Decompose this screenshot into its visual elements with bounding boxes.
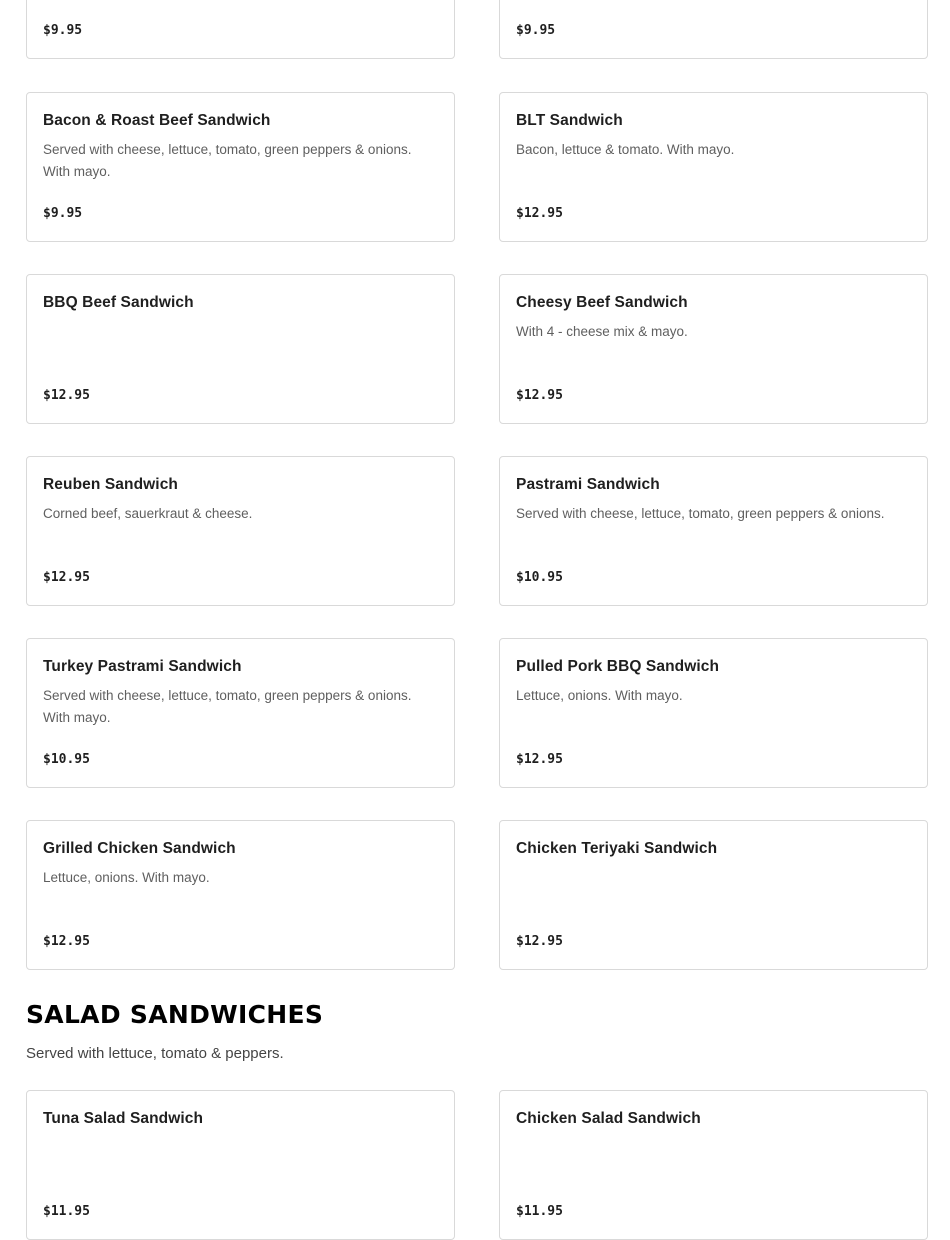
item-name: Tuna Salad Sandwich <box>43 1110 204 1127</box>
menu-item-card[interactable] <box>499 274 928 424</box>
menu-item-card[interactable] <box>499 638 928 788</box>
item-description: Served with cheese, lettuce, tomato, green peppers & onions. <box>516 506 885 521</box>
item-description: Lettuce, onions. With mayo. <box>43 870 210 885</box>
menu-item-card[interactable] <box>26 820 455 970</box>
item-price: $11.95 <box>43 1204 90 1219</box>
item-price: $12.95 <box>43 570 90 585</box>
item-name: Grilled Chicken Sandwich <box>43 840 236 857</box>
item-name: Chicken Salad Sandwich <box>516 1110 701 1127</box>
item-name: Pulled Pork BBQ Sandwich <box>516 658 720 675</box>
item-description: Corned beef, sauerkraut & cheese. <box>43 506 253 521</box>
item-price: $12.95 <box>516 388 563 403</box>
item-price: $12.95 <box>516 752 563 767</box>
menu-item-card[interactable] <box>499 92 928 242</box>
item-description: Served with cheese, lettuce, tomato, green peppers & onions. With mayo. <box>43 688 412 725</box>
item-price: $9.95 <box>43 206 83 221</box>
item-price: $10.95 <box>516 570 563 585</box>
item-name: Bacon & Roast Beef Sandwich <box>43 112 271 129</box>
menu-item-card[interactable] <box>26 638 455 788</box>
item-description: With 4 - cheese mix & mayo. <box>516 324 688 339</box>
section-title: SALAD SANDWICHES <box>26 1000 324 1029</box>
item-description: Bacon, lettuce & tomato. With mayo. <box>516 142 735 157</box>
menu-item-card[interactable] <box>26 92 455 242</box>
item-price: $9.95 <box>516 23 556 38</box>
item-price: $11.95 <box>516 1204 563 1219</box>
item-price: $10.95 <box>43 752 90 767</box>
menu-item-card[interactable] <box>499 456 928 606</box>
item-name: Turkey Pastrami Sandwich <box>43 658 242 675</box>
item-description: Served with cheese, lettuce, tomato, green peppers & onions. With mayo. <box>43 142 412 179</box>
section-description: Served with lettuce, tomato & peppers. <box>26 1045 284 1062</box>
menu-item-card[interactable] <box>26 456 455 606</box>
item-description: Lettuce, onions. With mayo. <box>516 688 683 703</box>
menu-item-card[interactable] <box>26 0 455 59</box>
item-name: Reuben Sandwich <box>43 476 178 493</box>
item-price: $12.95 <box>516 934 563 949</box>
item-name: BBQ Beef Sandwich <box>43 294 194 311</box>
item-price: $12.95 <box>43 934 90 949</box>
item-price: $9.95 <box>43 23 83 38</box>
item-name: Pastrami Sandwich <box>516 476 660 493</box>
menu-item-card[interactable] <box>499 0 928 59</box>
item-price: $12.95 <box>43 388 90 403</box>
item-name: BLT Sandwich <box>516 112 623 129</box>
menu-item-card[interactable] <box>26 274 455 424</box>
menu-item-card[interactable] <box>499 820 928 970</box>
item-name: Chicken Teriyaki Sandwich <box>516 840 718 857</box>
item-name: Cheesy Beef Sandwich <box>516 294 688 311</box>
item-price: $12.95 <box>516 206 563 221</box>
